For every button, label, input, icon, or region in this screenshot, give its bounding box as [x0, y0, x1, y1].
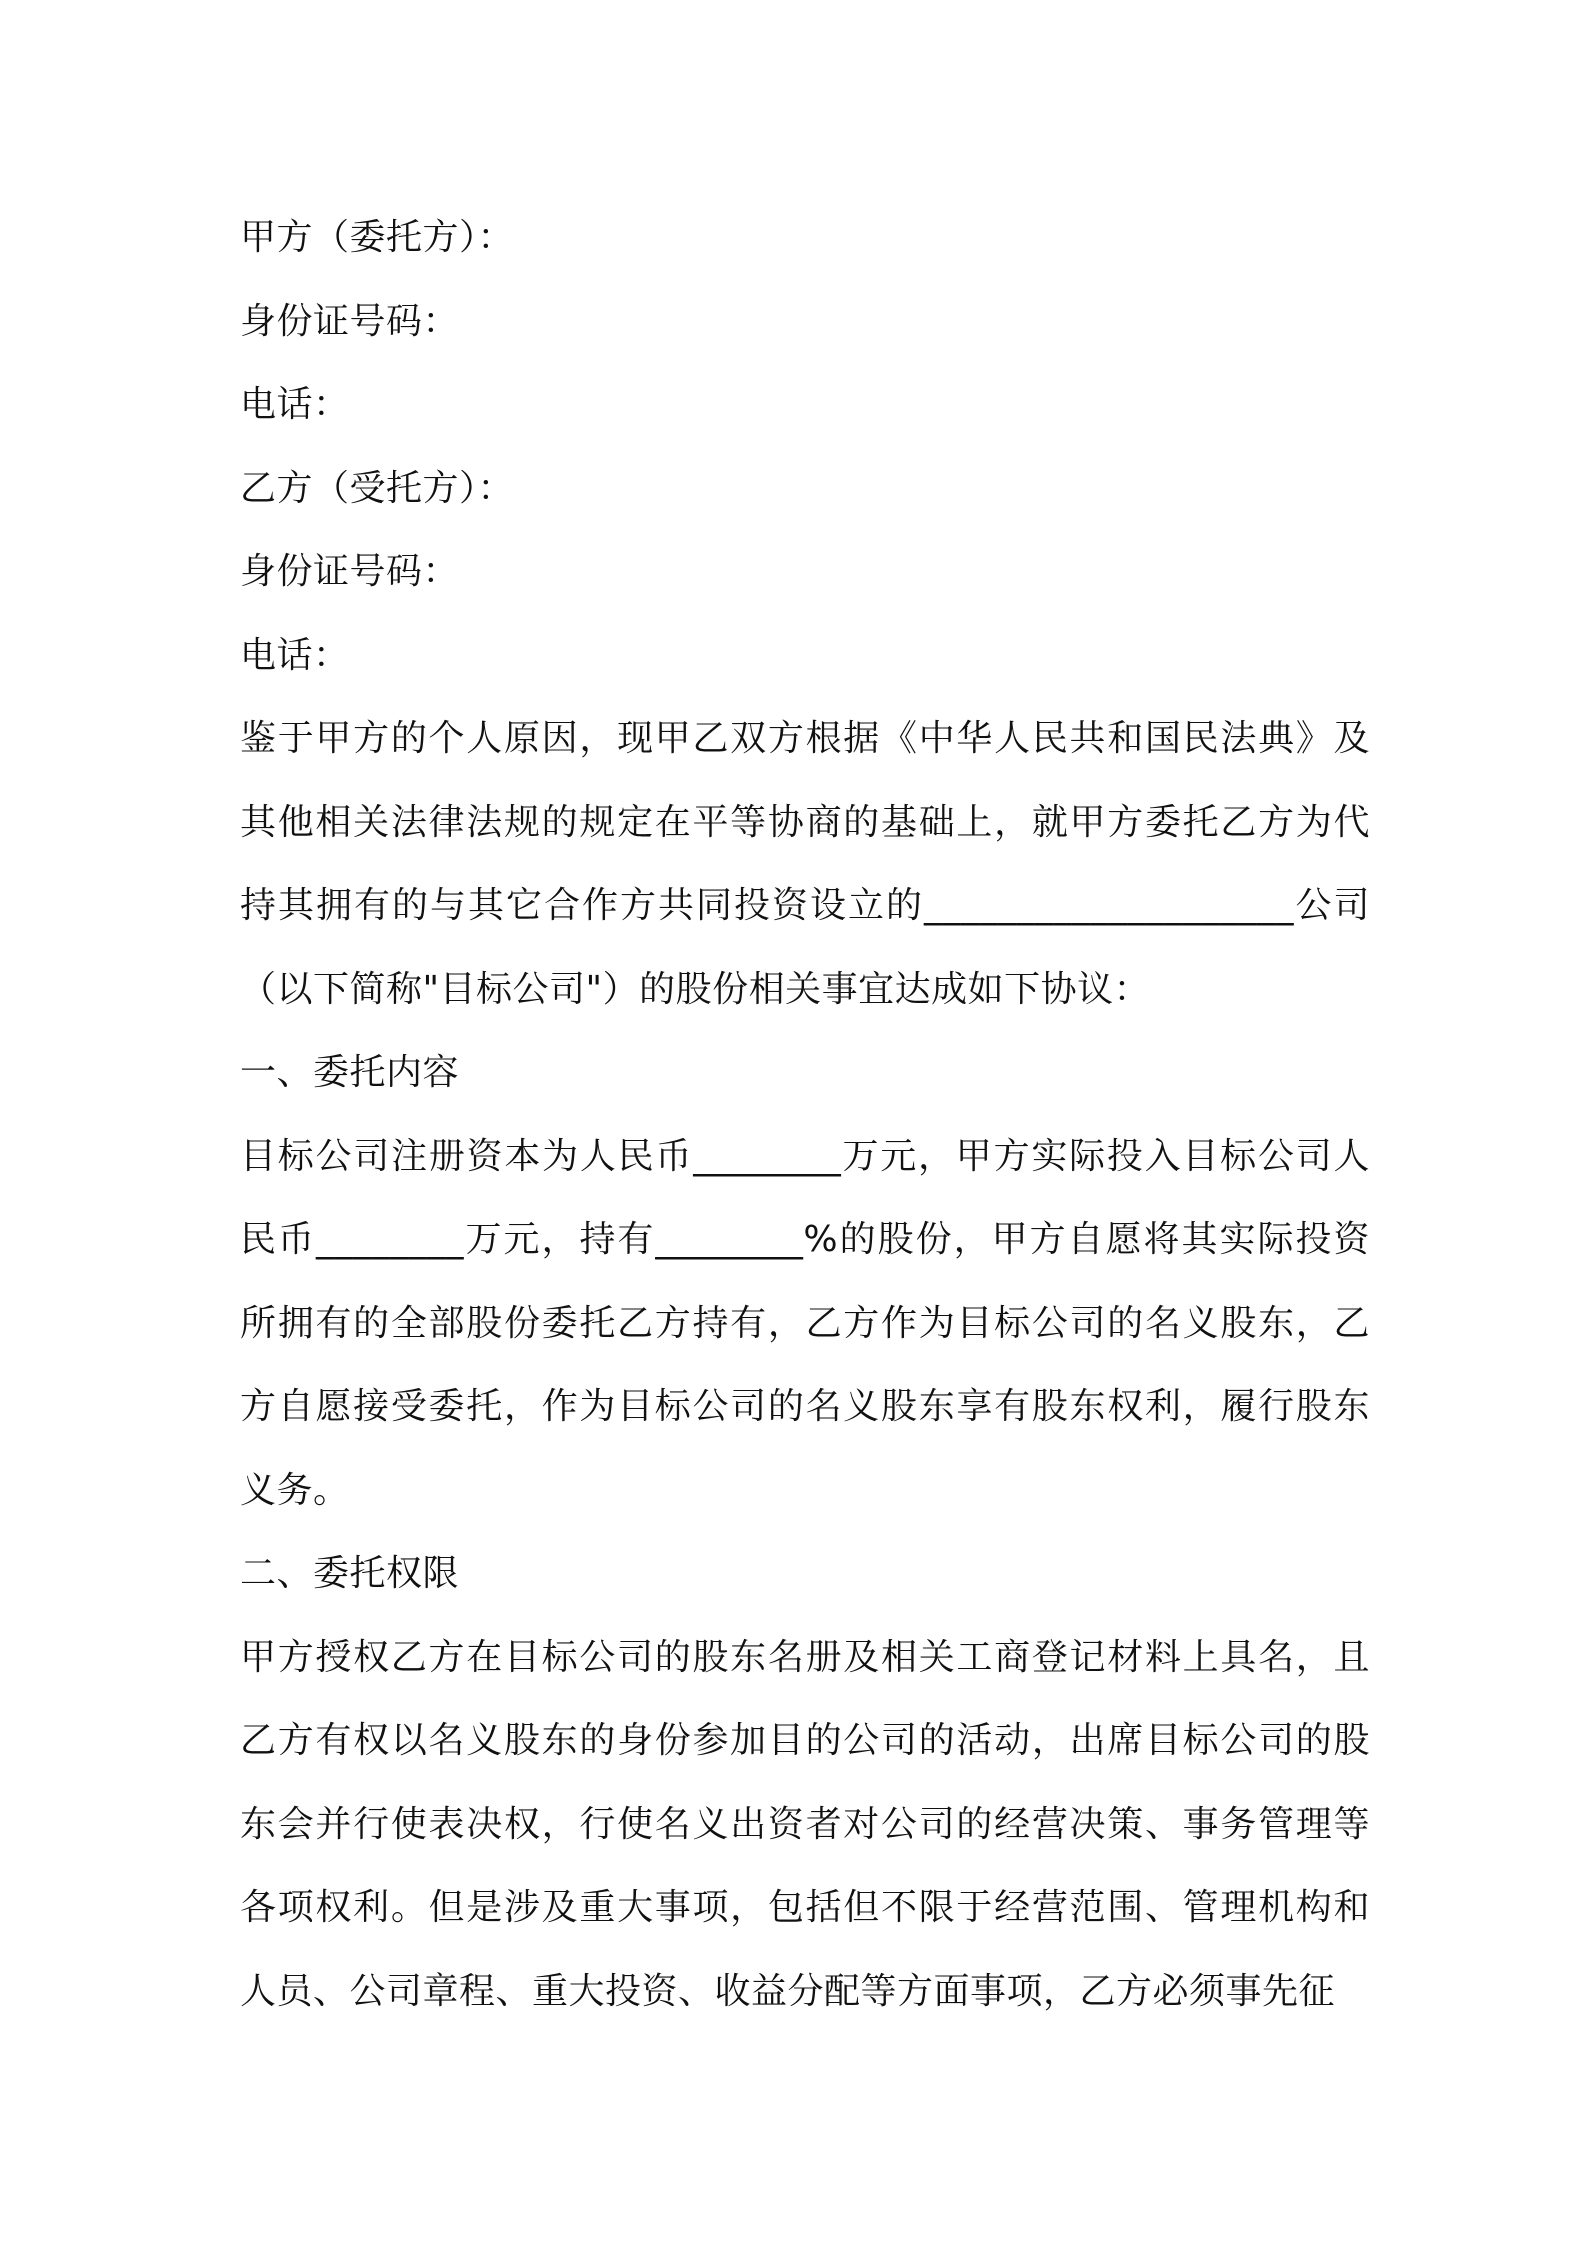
party-a-phone-label: 电话：	[240, 384, 350, 425]
party-b-id-label: 身份证号码：	[240, 551, 460, 592]
section-2-body: 甲方授权乙方在目标公司的股东名册及相关工商登记材料上具名，且乙方有权以名义股东的身份参加目的公司的活动，出席目标公司的股东会并行使表决权，行使名义出资者对公司的经营决策、事务管理等各项权利。但是涉及重大事项，包括但不限于经营范围、管理机构和人员、公司章程、重大投资、收益分配等方面事项，乙方必须事先征	[240, 1636, 1370, 2012]
party-a-title: 甲方（委托方）：	[240, 217, 515, 258]
document-page	[240, 196, 1370, 2033]
section-1-heading: 一、委托内容	[240, 1052, 460, 1093]
party-a-id-label: 身份证号码：	[240, 300, 460, 342]
preamble-paragraph: 鉴于甲方的个人原因，现甲乙双方根据《中华人民共和国民法典》及其他相关法律法规的规定在平等协商的基础上，就甲方委托乙方为代持其拥有的与其它合作方共同投资设立的____________________公司（以下简称"目标公司"）的股份相关事宜达成如下协议：	[240, 718, 1370, 1010]
section-1-body: 目标公司注册资本为人民币________万元，甲方实际投入目标公司人民币________万元，持有________%的股份，甲方自愿将其实际投资所拥有的全部股份委托乙方持有，乙方作为目标公司的名义股东，乙方自愿接受委托，作为目标公司的名义股东享有股东权利，履行股东义务。	[240, 1135, 1370, 1511]
party-b-phone-label: 电话：	[240, 634, 350, 676]
party-b-title: 乙方（受托方）：	[240, 467, 515, 509]
section-2-heading: 二、委托权限	[240, 1553, 460, 1594]
